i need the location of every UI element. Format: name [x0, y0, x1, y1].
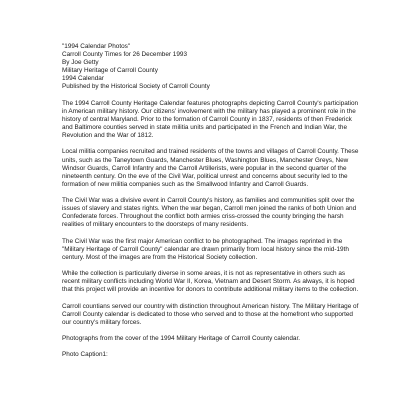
calendar-theme: Military Heritage of Carroll County — [62, 67, 158, 75]
photo-caption-label: Photo Caption1: — [62, 351, 108, 359]
paragraph-cover-photos: Photographs from the cover of the 1994 Military Heritage of Carroll County calendar. — [62, 335, 300, 343]
paragraph-collection: While the collection is particularly diverse in some areas, it is not as representative in others such as recent military conflicts including World War II, Korea, Vietnam and Desert Storm. As always, it is hoped that this project will provide an incentive for donors to contribute additional military items to the collection. — [62, 270, 359, 294]
publication-line: Carroll County Times for 26 December 1993 — [62, 51, 188, 59]
paragraph-photography: The Civil War was the first major American conflict to be photographed. The images reprinted in the "Military Heritage of Carroll County" calendar are drawn primarily from local history since the mid-19th century. Most of the images are from the Historical Society collection. — [62, 237, 349, 261]
paragraph-militia: Local militia companies recruited and trained residents of the towns and villages of Carroll County. These units, such as the Taneytown Guards, Manchester Blues, Washington Blues, Manchester Greys, New Windsor Guards, Carroll Infantry and the Carroll Artillerists, were popular in the second quarter of the nineteenth century. On the eve of the Civil War, political unrest and concerns about security led to the formation of new militia companies such as the Smallwood Infantry and Carroll Guards. — [62, 148, 359, 188]
paragraph-intro: The 1994 Carroll County Heritage Calendar features photographs depicting Carroll County's participation in American military history. Our citizens' involvement with the military has played a prominent role in the history of central Maryland. Prior to the formation of Carroll County in 1837, residents of then Frederick and Baltimore counties served in state militia units and participated in the French and Indian War, the Revolution and the War of 1812. — [62, 99, 359, 140]
paragraph-civil-war: The Civil War was a divisive event in Carroll County's history, as families and communities split over the issues of slavery and states rights. When the war began, Carroll men joined the ranks of both Union and Confederate forces. Throughout the conflict both armies criss-crossed the county bringing the harsh realities of military encounters to the doorsteps of many residents. — [62, 197, 357, 229]
document-header — [62, 43, 360, 92]
document-body — [62, 100, 360, 360]
byline: By Joe Getty — [62, 59, 99, 67]
paragraph-dedication: Carroll countians served our country with distinction throughout American history. The Military Heritage of Carroll County calendar is dedicated to those who served and to those at the homefront who supported our country's military forces. — [62, 302, 359, 326]
publisher-line: Published by the Historical Society of Carroll County — [62, 83, 210, 91]
document-title: "1994 Calendar Photos" — [62, 43, 131, 50]
calendar-year: 1994 Calendar — [62, 75, 104, 83]
